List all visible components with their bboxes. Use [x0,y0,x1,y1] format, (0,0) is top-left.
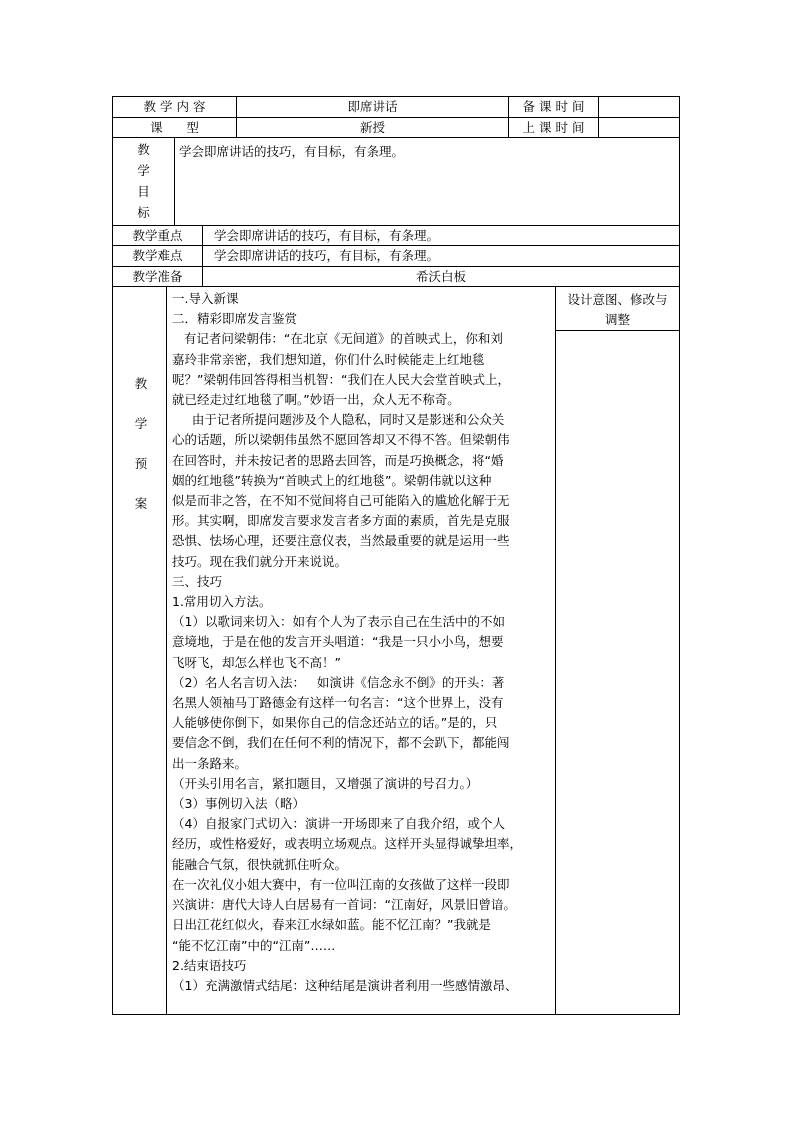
plan-line: 日出江花红似火，春来江水绿如蓝。能不忆江南？”我就是 [172,917,491,933]
plan-line: 意境地，于是在他的发言开头唱道：“我是一只小小鸟，想要 [172,634,504,650]
plan-line: 2.结束语技巧 [172,957,247,973]
plan-label-char-4: 案 [134,496,148,511]
plan-label-char-1: 教 [134,376,148,391]
plan-line: 似是而非之答，在不知不觉间将自己可能陷入的尴尬化解于无 [172,493,510,509]
plan-line: 人能够使你倒下，如果你自己的信念还站立的话。”是的，只 [172,715,498,731]
plan-line: 兴演讲：唐代大诗人白居易有一首词：“江南好，风景旧曾谙。 [172,897,516,913]
plan-line: 心的话题，所以梁朝伟虽然不愿回答却又不得不答。但梁朝伟 [172,432,510,448]
design-intent-notes-area[interactable] [556,331,679,1014]
plan-line: （1）充满激情式结尾：这种结尾是演讲者利用一些感情激昂、 [172,977,518,993]
plan-line: 三、技巧 [172,573,223,589]
key-point-label: 教学重点 [132,228,183,243]
content-label: 教 学 内 容 [143,99,206,114]
preparation-text: 希沃白板 [415,269,466,284]
plan-line: （2）名人名言切入法： 如演讲《信念永不倒》的开头：著 [172,674,505,690]
plan-line: 由于记者所提问题涉及个人隐私，同时又是影迷和公众关 [172,412,505,428]
content-value: 即席讲话 [347,99,398,114]
goals-label-char-1: 教 [137,142,150,157]
prep-time-label: 备 课 时 间 [522,99,585,114]
plan-line: 呢？”梁朝伟回答得相当机智：“我们在人民大会堂首映式上， [172,371,510,387]
plan-line: 1.常用切入方法。 [172,594,272,610]
plan-line: 形。其实啊，即席发言要求发言者多方面的素质，首先是克服 [172,513,510,529]
plan-line: 一.导入新课 [172,291,239,306]
plan-label-char-2: 学 [134,416,148,431]
plan-body [172,289,555,996]
plan-line: 恐惧、怯场心理，还要注意仪表，当然最重要的就是运用一些 [172,533,510,549]
design-intent-header-line-2: 调整 [604,312,630,327]
plan-line: （1）以歌词来切入：如有个人为了表示自己在生活中的不如 [172,614,505,630]
plan-line: 经历，或性格爱好，或表明立场观点。这样开头显得诚挚坦率， [172,836,523,852]
plan-line: 飞呀飞，却怎么样也飞不高！” [172,654,341,670]
class-time-label: 上 课 时 间 [522,120,585,135]
plan-line: 嘉玲非常亲密，我们想知道，你们什么时候能走上红地毯 [172,351,485,367]
design-intent-header-line-1: 设计意图、修改与 [567,292,668,307]
goals-text: 学会即席讲话的技巧，有目标，有条理。 [179,144,405,159]
key-point-text: 学会即席讲话的技巧，有目标，有条理。 [214,228,440,243]
plan-line: 名黑人领袖马丁路德金有这样一句名言：“这个世界上，没有 [172,695,504,711]
type-label: 课 型 [150,120,199,135]
goals-label-char-4: 标 [137,205,150,220]
plan-line: （4）自报家门式切入：演讲一开场即来了自我介绍，或个人 [172,816,505,832]
difficulty-text: 学会即席讲话的技巧，有目标，有条理。 [214,248,440,263]
plan-line: 就已经走过红地毯了啊。”妙语一出，众人无不称奇。 [172,392,460,408]
goals-label-char-2: 学 [137,163,150,178]
plan-line: 要信念不倒，我们在任何不利的情况下，都不会趴下，都能闯 [172,735,510,751]
type-value: 新授 [359,120,385,135]
difficulty-label: 教学难点 [132,248,183,263]
plan-line: 出一条路来。 [172,755,248,771]
plan-line: 在回答时，并未按记者的思路去回答，而是巧换概念，将“婚 [172,452,504,468]
plan-line: （开头引用名言，紧扣题目，又增强了演讲的号召力。） [172,775,479,791]
plan-line: 有记者问梁朝伟：“在北京《无间道》的首映式上，你和刘 [172,331,503,347]
plan-line: 能融合气氛，很快就抓住听众。 [172,856,348,872]
preparation-label: 教学准备 [132,269,183,284]
plan-line: 二．精彩即席发言鉴赏 [172,311,298,327]
plan-line: “能不忆江南”中的“江南”…… [172,937,336,953]
plan-line: 技巧。现在我们就分开来说说。 [172,553,348,569]
plan-label-char-3: 预 [134,456,148,471]
plan-line: 姻的红地毯”转换为“首映式上的红地毯”。梁朝伟就以这种 [172,472,492,488]
plan-line: （3）事例切入法（略） [172,796,305,812]
goals-label-char-3: 目 [137,184,150,199]
plan-line: 在一次礼仪小姐大赛中，有一位叫江南的女孩做了这样一段即 [172,876,510,892]
